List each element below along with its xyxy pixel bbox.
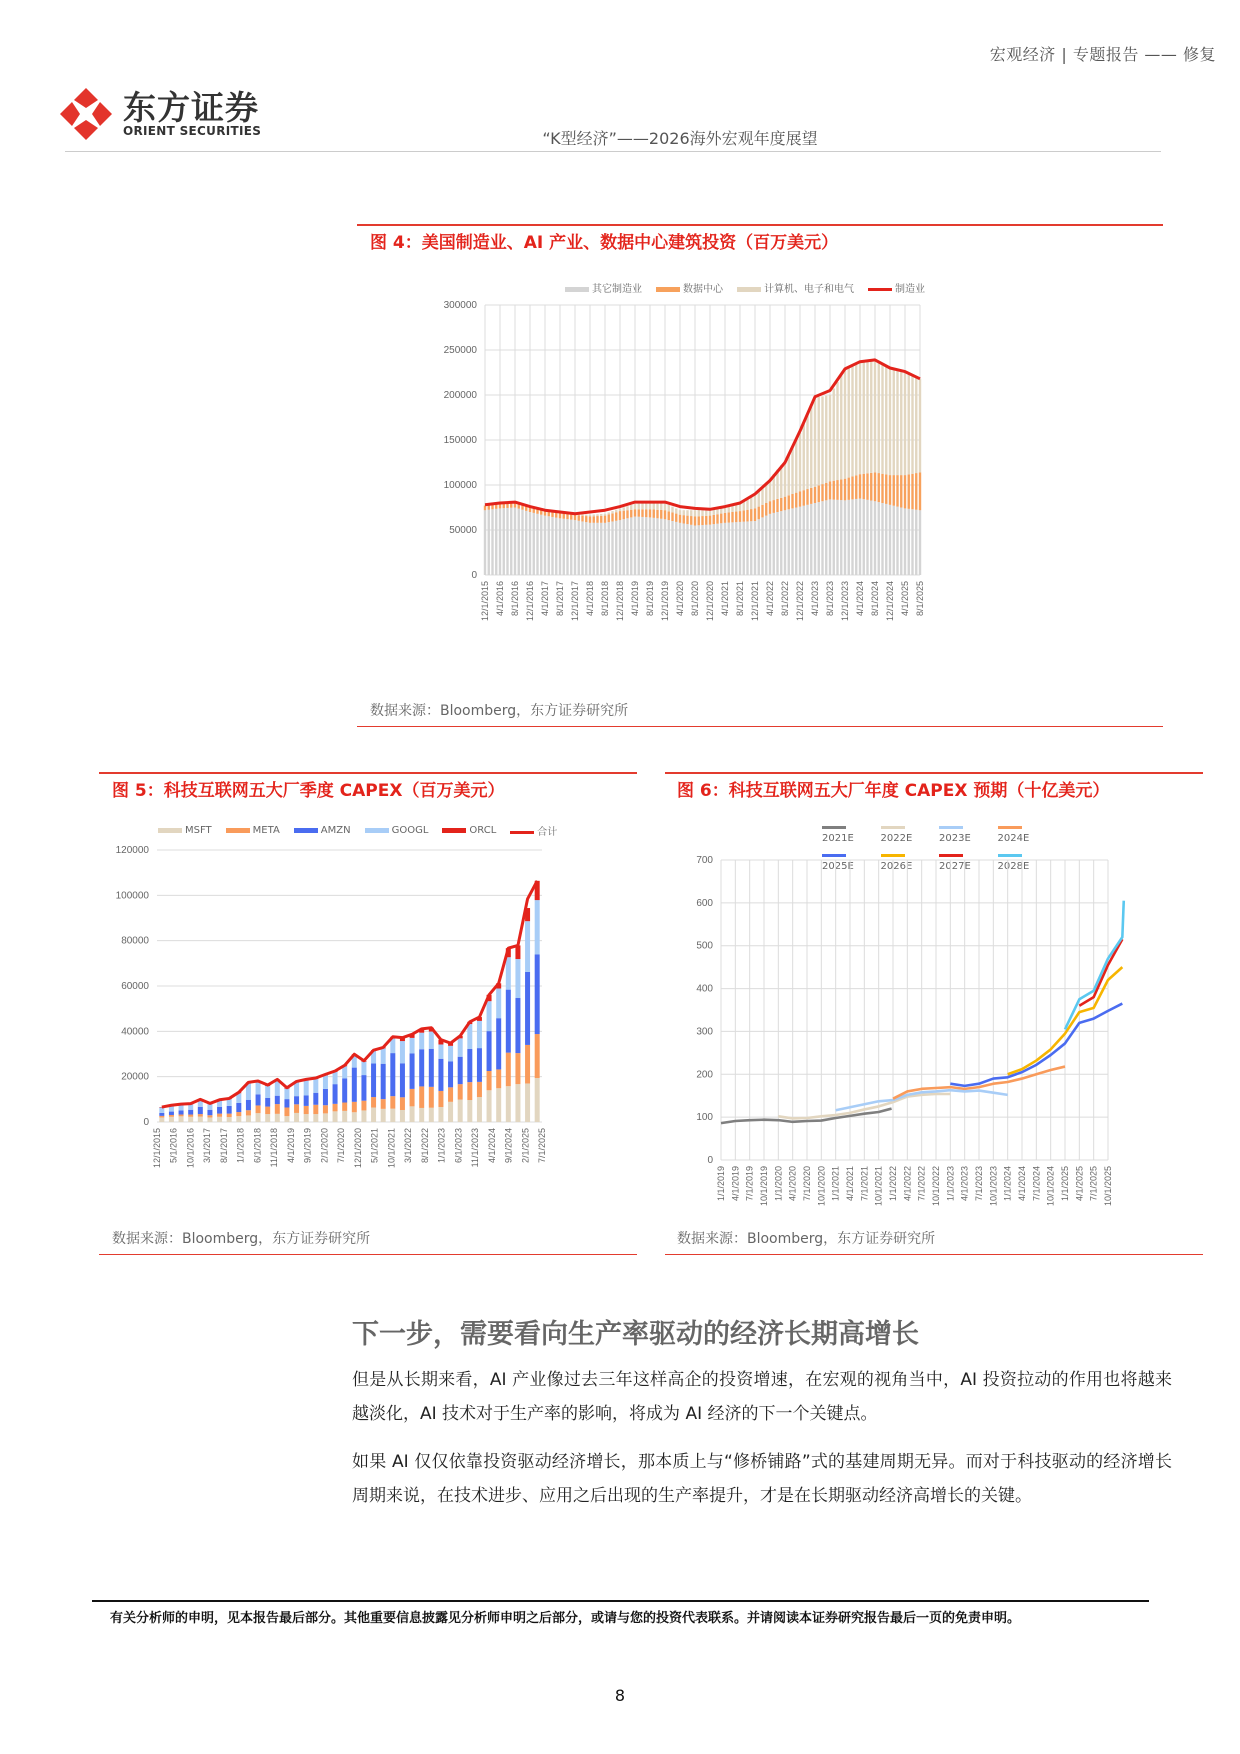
- svg-text:11/1/2023: 11/1/2023: [470, 1128, 481, 1168]
- figure-6-source: 数据来源：Bloomberg，东方证券研究所: [677, 1231, 936, 1247]
- body-paragraph-2: 如果 AI 仅仅依靠投资驱动经济增长，那本质上与“修桥铺路”式的基建周期无异。而对于科技驱动的经济增长周期来说，在技术进步、应用之后出现的生产率提升，才是在长期驱动经济高增长的关键。: [352, 1452, 1172, 1506]
- svg-text:12/1/2021: 12/1/2021: [750, 581, 760, 622]
- figure-4-top-rule: [357, 224, 1163, 226]
- svg-text:4/1/2019: 4/1/2019: [730, 1166, 741, 1202]
- svg-text:0: 0: [707, 1155, 713, 1166]
- figure-5-bottom-rule: [99, 1254, 637, 1255]
- svg-text:8/1/2018: 8/1/2018: [600, 581, 610, 617]
- svg-text:400: 400: [696, 983, 713, 995]
- svg-text:20000: 20000: [121, 1071, 149, 1083]
- svg-text:7/1/2019: 7/1/2019: [744, 1166, 755, 1202]
- legend-item: AMZN: [294, 825, 351, 836]
- footer-divider: [92, 1600, 1149, 1602]
- svg-text:5/1/2021: 5/1/2021: [369, 1128, 380, 1164]
- svg-text:12/1/2015: 12/1/2015: [480, 581, 490, 622]
- figure-4-bottom-rule: [357, 726, 1163, 727]
- svg-text:8/1/2017: 8/1/2017: [218, 1128, 229, 1164]
- svg-text:10/1/2019: 10/1/2019: [759, 1166, 769, 1207]
- svg-text:4/1/2018: 4/1/2018: [585, 581, 595, 617]
- report-title: “K型经济”——2026海外宏观年度展望: [542, 129, 818, 148]
- svg-text:7/1/2022: 7/1/2022: [916, 1166, 927, 1202]
- svg-text:7/1/2023: 7/1/2023: [974, 1166, 984, 1202]
- svg-text:7/1/2020: 7/1/2020: [336, 1128, 347, 1164]
- figure-4-plot: [370, 295, 1150, 695]
- svg-text:12/1/2020: 12/1/2020: [705, 581, 715, 622]
- legend-item: GOOGL: [365, 825, 429, 836]
- svg-text:8/1/2025: 8/1/2025: [915, 581, 925, 617]
- legend-item: META: [226, 825, 280, 836]
- svg-text:11/1/2018: 11/1/2018: [269, 1128, 280, 1168]
- svg-text:60000: 60000: [121, 981, 149, 992]
- svg-text:600: 600: [696, 897, 713, 909]
- svg-text:8/1/2023: 8/1/2023: [825, 581, 835, 617]
- figure-5-source: 数据来源：Bloomberg，东方证券研究所: [112, 1231, 371, 1247]
- svg-text:10/1/2016: 10/1/2016: [185, 1128, 196, 1169]
- svg-text:8/1/2016: 8/1/2016: [510, 581, 520, 617]
- legend-item: 2026E: [881, 850, 936, 872]
- svg-text:12/1/2023: 12/1/2023: [840, 581, 850, 622]
- svg-text:1/1/2018: 1/1/2018: [235, 1128, 246, 1164]
- svg-text:8/1/2024: 8/1/2024: [870, 581, 880, 617]
- svg-text:2/1/2025: 2/1/2025: [520, 1128, 531, 1164]
- svg-text:300000: 300000: [443, 300, 477, 311]
- figure-6-title: 图 6：科技互联网五大厂年度 CAPEX 预期（十亿美元）: [677, 781, 1110, 801]
- svg-text:12/1/2019: 12/1/2019: [660, 581, 670, 622]
- svg-text:1/1/2022: 1/1/2022: [888, 1166, 898, 1202]
- svg-text:4/1/2023: 4/1/2023: [959, 1166, 970, 1202]
- svg-text:100000: 100000: [443, 480, 477, 491]
- svg-text:12/1/2020: 12/1/2020: [352, 1128, 363, 1169]
- brand-name-cn: 东方证券: [123, 88, 259, 127]
- svg-text:4/1/2023: 4/1/2023: [810, 581, 820, 617]
- disclaimer-text: 有关分析师的申明，见本报告最后部分。其他重要信息披露见分析师申明之后部分，或请与您的投资代表联系。并请阅读本证券研究报告最后一页的免责申明。: [110, 1611, 1021, 1626]
- svg-text:4/1/2022: 4/1/2022: [765, 581, 775, 617]
- header-divider: [65, 151, 1161, 152]
- legend-item: 计算机、电子和电气: [737, 280, 854, 295]
- svg-text:100: 100: [696, 1112, 713, 1124]
- svg-text:4/1/2020: 4/1/2020: [675, 581, 685, 617]
- section-heading: 下一步，需要看向生产率驱动的经济长期高增长: [352, 1319, 919, 1350]
- svg-text:10/1/2025: 10/1/2025: [1103, 1166, 1113, 1207]
- svg-text:9/1/2024: 9/1/2024: [503, 1128, 514, 1164]
- figure-5-chart: [105, 815, 640, 1215]
- legend-item: 2022E: [881, 822, 936, 844]
- svg-text:4/1/2025: 4/1/2025: [900, 581, 910, 617]
- svg-text:4/1/2021: 4/1/2021: [845, 1166, 855, 1202]
- legend-item: ORCL: [442, 825, 496, 836]
- svg-text:10/1/2023: 10/1/2023: [988, 1166, 999, 1207]
- svg-text:12/1/2018: 12/1/2018: [615, 581, 625, 622]
- legend-item: 2025E: [822, 850, 877, 872]
- figure-6-bottom-rule: [665, 1254, 1203, 1255]
- svg-text:4/1/2019: 4/1/2019: [285, 1128, 296, 1164]
- svg-text:4/1/2022: 4/1/2022: [902, 1166, 913, 1202]
- svg-text:8/1/2022: 8/1/2022: [419, 1128, 430, 1164]
- page-number: 8: [614, 1686, 626, 1705]
- svg-text:200: 200: [696, 1069, 713, 1081]
- svg-text:4/1/2016: 4/1/2016: [495, 581, 505, 617]
- svg-text:4/1/2017: 4/1/2017: [540, 581, 550, 617]
- svg-text:8/1/2020: 8/1/2020: [690, 581, 700, 617]
- report-category: 宏观经济 | 专题报告 —— 修复: [989, 45, 1216, 64]
- svg-text:1/1/2024: 1/1/2024: [1002, 1166, 1013, 1202]
- svg-text:700: 700: [696, 855, 713, 866]
- svg-text:12/1/2022: 12/1/2022: [795, 581, 805, 622]
- svg-text:120000: 120000: [115, 845, 149, 856]
- legend-item: 合计: [510, 823, 557, 838]
- svg-text:0: 0: [471, 570, 477, 581]
- svg-text:3/1/2022: 3/1/2022: [403, 1128, 414, 1164]
- figure-6-plot: [670, 850, 1205, 1220]
- svg-text:4/1/2025: 4/1/2025: [1074, 1166, 1085, 1202]
- svg-text:300: 300: [696, 1026, 713, 1038]
- svg-text:1/1/2020: 1/1/2020: [773, 1166, 784, 1202]
- svg-text:1/1/2021: 1/1/2021: [830, 1166, 841, 1202]
- svg-text:8/1/2021: 8/1/2021: [735, 581, 745, 617]
- svg-text:500: 500: [696, 940, 713, 952]
- legend-item: 数据中心: [656, 280, 723, 295]
- figure-5-legend: [158, 823, 557, 838]
- svg-text:9/1/2019: 9/1/2019: [302, 1128, 313, 1164]
- svg-text:4/1/2020: 4/1/2020: [787, 1166, 798, 1202]
- figure-4-title: 图 4：美国制造业、AI 产业、数据中心建筑投资（百万美元）: [370, 233, 839, 253]
- svg-text:12/1/2017: 12/1/2017: [570, 581, 580, 622]
- svg-text:4/1/2024: 4/1/2024: [486, 1128, 497, 1164]
- svg-text:10/1/2021: 10/1/2021: [386, 1128, 397, 1169]
- svg-text:4/1/2024: 4/1/2024: [855, 581, 865, 617]
- svg-text:12/1/2024: 12/1/2024: [885, 581, 895, 622]
- svg-text:1/1/2023: 1/1/2023: [436, 1128, 447, 1164]
- svg-text:1/1/2019: 1/1/2019: [716, 1166, 726, 1202]
- svg-text:6/1/2023: 6/1/2023: [453, 1128, 464, 1164]
- svg-text:7/1/2021: 7/1/2021: [859, 1166, 870, 1202]
- figure-4-legend: [565, 280, 925, 295]
- svg-text:8/1/2017: 8/1/2017: [555, 581, 565, 617]
- figure-6-chart: [670, 815, 1205, 1215]
- svg-text:2/1/2020: 2/1/2020: [319, 1128, 330, 1164]
- svg-text:7/1/2024: 7/1/2024: [1031, 1166, 1042, 1202]
- svg-text:12/1/2016: 12/1/2016: [525, 581, 535, 622]
- svg-text:1/1/2025: 1/1/2025: [1060, 1166, 1070, 1202]
- svg-text:6/1/2018: 6/1/2018: [252, 1128, 263, 1164]
- legend-item: 2027E: [939, 850, 994, 872]
- legend-item: 其它制造业: [565, 280, 642, 295]
- svg-text:50000: 50000: [449, 525, 477, 536]
- svg-text:40000: 40000: [121, 1026, 149, 1038]
- svg-text:4/1/2019: 4/1/2019: [630, 581, 640, 617]
- figure-5-plot: [105, 840, 640, 1220]
- legend-item: 制造业: [868, 280, 925, 295]
- svg-text:4/1/2024: 4/1/2024: [1017, 1166, 1027, 1202]
- legend-item: MSFT: [158, 825, 212, 836]
- svg-text:10/1/2024: 10/1/2024: [1045, 1166, 1056, 1207]
- svg-text:10/1/2022: 10/1/2022: [931, 1166, 941, 1207]
- figure-4-source: 数据来源：Bloomberg，东方证券研究所: [370, 703, 629, 719]
- body-paragraph-1: 但是从长期来看，AI 产业像过去三年这样高企的投资增速，在宏观的视角当中，AI 投资拉动的作用也将越来越淡化，AI 技术对于生产率的影响，将成为 AI 经济的下一个关键点。: [352, 1370, 1172, 1424]
- legend-item: 2021E: [822, 822, 877, 844]
- legend-item: 2024E: [998, 822, 1053, 844]
- svg-text:80000: 80000: [121, 935, 149, 947]
- svg-text:0: 0: [143, 1117, 149, 1128]
- svg-text:7/1/2025: 7/1/2025: [537, 1128, 547, 1164]
- svg-text:10/1/2020: 10/1/2020: [816, 1166, 827, 1207]
- figure-4-chart: [370, 270, 1150, 690]
- figure-5-top-rule: [99, 772, 637, 774]
- svg-text:10/1/2021: 10/1/2021: [873, 1166, 884, 1207]
- brand-name-en: ORIENT SECURITIES: [123, 124, 262, 138]
- svg-text:250000: 250000: [443, 345, 477, 356]
- svg-text:200000: 200000: [443, 390, 477, 401]
- svg-text:1/1/2023: 1/1/2023: [945, 1166, 956, 1202]
- svg-text:7/1/2025: 7/1/2025: [1088, 1166, 1099, 1202]
- svg-text:100000: 100000: [115, 890, 149, 902]
- svg-text:12/1/2015: 12/1/2015: [152, 1128, 162, 1169]
- svg-text:3/1/2017: 3/1/2017: [202, 1128, 213, 1164]
- figure-6-top-rule: [665, 772, 1203, 774]
- legend-item: 2023E: [939, 822, 994, 844]
- svg-text:150000: 150000: [443, 435, 477, 446]
- svg-text:8/1/2019: 8/1/2019: [645, 581, 655, 617]
- legend-item: 2028E: [998, 850, 1053, 872]
- svg-text:7/1/2020: 7/1/2020: [802, 1166, 812, 1202]
- svg-text:4/1/2021: 4/1/2021: [720, 581, 730, 617]
- svg-text:5/1/2016: 5/1/2016: [168, 1128, 179, 1164]
- figure-5-title: 图 5：科技互联网五大厂季度 CAPEX（百万美元）: [112, 781, 505, 801]
- svg-text:8/1/2022: 8/1/2022: [780, 581, 790, 617]
